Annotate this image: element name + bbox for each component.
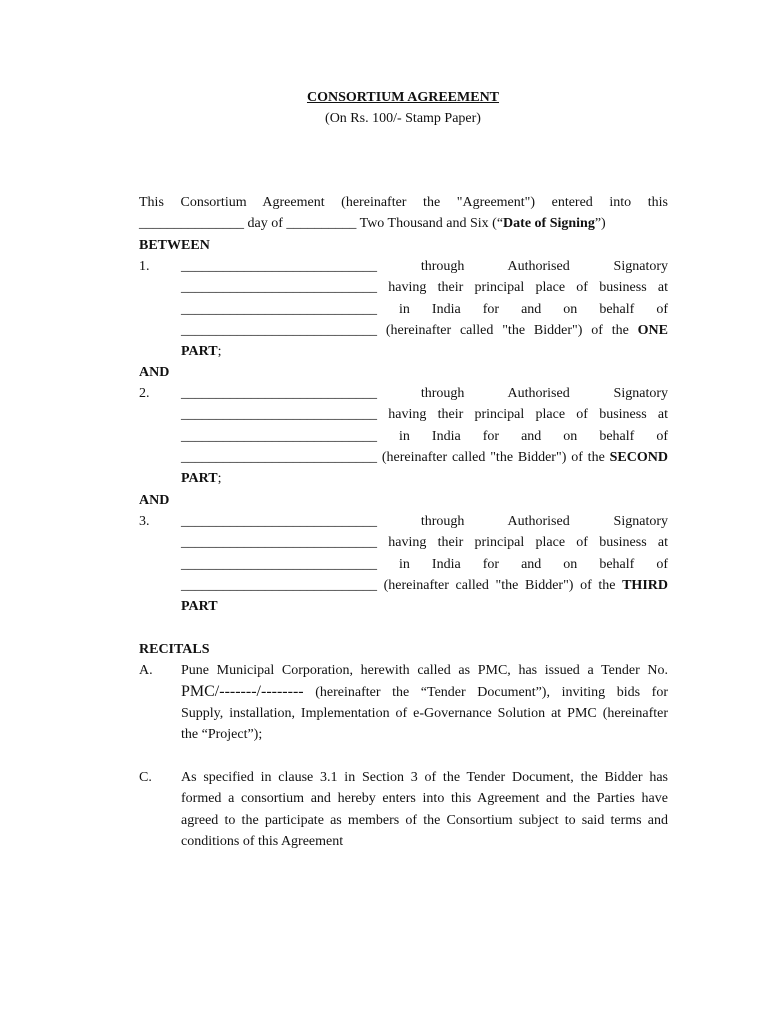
party-part-label: PART [181, 344, 218, 360]
party-part-label: PART [181, 471, 218, 487]
intro-line: This Consortium Agreement (hereinafter the "Agreement") entered into this [139, 195, 668, 210]
and-label: AND [139, 493, 170, 508]
party-line [181, 468, 668, 489]
party-line [181, 320, 668, 341]
recital-line: Pune Municipal Corporation, herewith called as PMC, has issued a Tender No. [181, 663, 668, 678]
party-line [181, 575, 668, 596]
intro-paragraph [139, 192, 668, 235]
party-line [181, 596, 668, 617]
party-line: ____________________________ through Authorised Signatory [181, 259, 668, 274]
document-subtitle: (On Rs. 100/- Stamp Paper) [325, 111, 481, 126]
party-line: ____________________________ through Authorised Signatory [181, 514, 668, 529]
party-number: 1. [139, 259, 150, 274]
recital-letter: C. [139, 770, 152, 785]
tender-number: PMC/-------/-------- [181, 683, 304, 701]
party-part-suffix: ; [217, 471, 222, 487]
recital-text: (hereinafter the “Tender Document”), inviting bids for [303, 685, 668, 701]
recital-paragraph [181, 767, 668, 852]
between-label: BETWEEN [139, 238, 210, 253]
recital-line: Supply, installation, Implementation of e-Governance Solution at PMC (hereinafter [181, 705, 668, 721]
party-number: 2. [139, 386, 150, 401]
recital-line: the “Project”); [181, 726, 263, 742]
party-line [181, 341, 668, 362]
intro-bold-text: Date of Signing [503, 216, 595, 232]
party-part-label: PART [181, 599, 218, 615]
party-ordinal: ONE [637, 322, 668, 338]
party-block [181, 256, 668, 362]
intro-line [139, 213, 668, 234]
recital-line: As specified in clause 3.1 in Section 3 of the Tender Document, the Bidder has [181, 770, 668, 785]
party-block [181, 383, 668, 489]
party-text: ____________________________ (hereinafter called "the Bidder") of the [181, 322, 638, 338]
recital-paragraph [181, 660, 668, 745]
recital-line: formed a consortium and hereby enters into this Agreement and the Parties have [181, 791, 668, 807]
recital-line [181, 681, 668, 702]
recital-line: conditions of this Agreement [181, 833, 344, 849]
party-line: ____________________________ having their principal place of business at [181, 407, 668, 423]
party-block [181, 511, 668, 617]
party-number: 3. [139, 514, 150, 529]
party-text: ____________________________ (hereinafter called "the Bidder") of the [181, 577, 623, 593]
party-line: ____________________________ having their principal place of business at [181, 280, 668, 296]
party-line: ____________________________ in India for and on behalf of [181, 428, 668, 444]
party-ordinal: SECOND [609, 449, 668, 465]
party-ordinal: THIRD [622, 577, 668, 593]
recital-line: agreed to the participate as members of the Consortium subject to said terms and [181, 812, 668, 828]
intro-text: ”) [594, 216, 606, 232]
recitals-heading: RECITALS [139, 642, 210, 657]
party-text: ____________________________ (hereinafter called "the Bidder") of the [181, 449, 610, 465]
recital-letter: A. [139, 663, 153, 678]
party-line: ____________________________ in India for and on behalf of [181, 556, 668, 572]
party-line [181, 447, 668, 468]
intro-text: _______________ day of __________ Two Thousand and Six (“ [139, 216, 504, 232]
party-line: ____________________________ through Authorised Signatory [181, 386, 668, 401]
party-line: ____________________________ in India for and on behalf of [181, 301, 668, 317]
document-title: CONSORTIUM AGREEMENT [306, 90, 500, 105]
and-label: AND [139, 365, 170, 380]
party-part-suffix: ; [217, 344, 222, 360]
party-line: ____________________________ having their principal place of business at [181, 535, 668, 551]
